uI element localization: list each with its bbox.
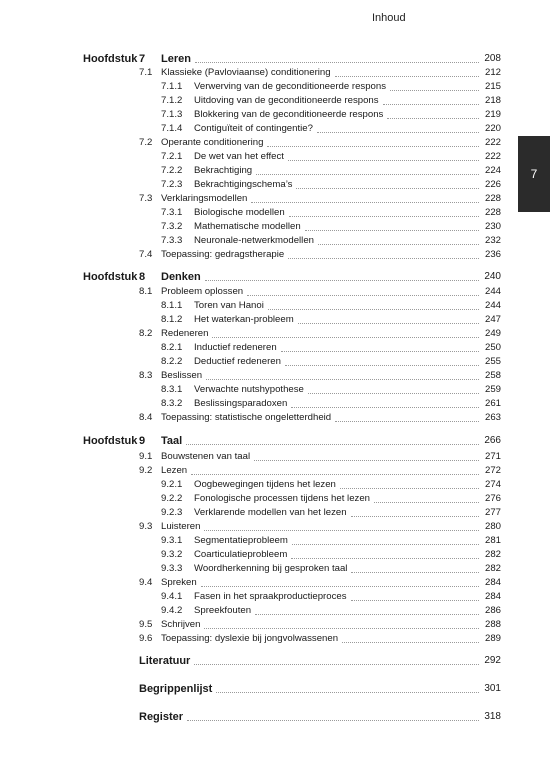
section-number: 9.3.1	[161, 535, 183, 546]
toc-entry-row	[0, 164, 550, 178]
page-number: 277	[484, 507, 501, 518]
section-number: 8.1	[139, 286, 153, 297]
toc-entry-row	[0, 327, 550, 341]
section-number: 9.3.2	[161, 549, 183, 560]
page-number: 292	[484, 655, 501, 666]
entry-title: Segmentatieprobleem	[194, 535, 288, 546]
section-number: 7.1.1	[161, 81, 183, 92]
toc-entry-row	[0, 534, 550, 548]
page-number: 230	[484, 221, 501, 232]
dot-leader	[187, 720, 479, 721]
entry-title: Bekrachtigingschema’s	[194, 179, 293, 190]
dot-leader	[204, 530, 479, 531]
dot-leader	[191, 474, 479, 475]
toc-entry-row	[0, 150, 550, 164]
section-number: 7.2.3	[161, 179, 183, 190]
page-number: 274	[484, 479, 501, 490]
entry-title: Mathematische modellen	[194, 221, 301, 232]
page-number: 286	[484, 605, 501, 616]
toc-backmatter-row	[0, 654, 550, 668]
toc-entry-row	[0, 285, 550, 299]
entry-title: Spreekfouten	[194, 605, 252, 616]
section-number: 8.3	[139, 370, 153, 381]
entry-title: Inductief redeneren	[194, 342, 277, 353]
entry-title: Biologische modellen	[194, 207, 285, 218]
toc-entry-row	[0, 122, 550, 136]
page-number: 250	[484, 342, 501, 353]
entry-title: Beslissingsparadoxen	[194, 398, 288, 409]
section-number: 9.4	[139, 577, 153, 588]
section-number: 9.1	[139, 451, 153, 462]
section-number: 9.2.2	[161, 493, 183, 504]
section-number: 8.3.1	[161, 384, 183, 395]
page-number: 263	[484, 412, 501, 423]
entry-title: Toepassing: dyslexie bij jongvolwassenen	[161, 633, 339, 644]
dot-leader	[212, 337, 479, 338]
entry-title: Blokkering van de geconditioneerde respons	[194, 109, 384, 120]
toc-entry-row	[0, 548, 550, 562]
page-number: 244	[484, 300, 501, 311]
entry-title: Taal	[161, 435, 183, 447]
section-number: 8.2	[139, 328, 153, 339]
toc-entry-row	[0, 178, 550, 192]
section-number: 9.5	[139, 619, 153, 630]
entry-title: Luisteren	[161, 521, 201, 532]
toc-entry-row	[0, 355, 550, 369]
page-number: 222	[484, 151, 501, 162]
entry-title: De wet van het effect	[194, 151, 284, 162]
page-number: 272	[484, 465, 501, 476]
dot-leader	[186, 444, 479, 445]
toc-entry-row	[0, 206, 550, 220]
section-number: 9.2.1	[161, 479, 183, 490]
section-number: 7.2.2	[161, 165, 183, 176]
section-number: 7.1.2	[161, 95, 183, 106]
page-number: 284	[484, 591, 501, 602]
page-number: 318	[484, 711, 501, 722]
page-number: 228	[484, 207, 501, 218]
entry-title: Uitdoving van de geconditioneerde respons	[194, 95, 379, 106]
entry-title: Literatuur	[139, 655, 191, 667]
entry-title: Beslissen	[161, 370, 203, 381]
entry-title: Verwachte nutshypothese	[194, 384, 304, 395]
section-number: 9.4.2	[161, 605, 183, 616]
page-number: 247	[484, 314, 501, 325]
section-number: 7.2	[139, 137, 153, 148]
page-number: 266	[484, 435, 501, 446]
section-number: 9.3	[139, 521, 153, 532]
page-number: 228	[484, 193, 501, 204]
toc-entry-row	[0, 492, 550, 506]
section-number: 8.2.2	[161, 356, 183, 367]
page-number: 224	[484, 165, 501, 176]
section-number: 9.2	[139, 465, 153, 476]
entry-title: Coarticulatieprobleem	[194, 549, 288, 560]
dot-leader	[195, 62, 479, 63]
page-number: 226	[484, 179, 501, 190]
toc-entry-row	[0, 313, 550, 327]
toc-entry-row	[0, 234, 550, 248]
entry-title: Verklarende modellen van het lezen	[194, 507, 347, 518]
entry-title: Redeneren	[161, 328, 209, 339]
page-number: 240	[484, 271, 501, 282]
toc-entry-row	[0, 618, 550, 632]
section-number: 7.4	[139, 249, 153, 260]
toc-entry-row	[0, 562, 550, 576]
entry-title: Bouwstenen van taal	[161, 451, 251, 462]
chapter-thumb-tab: 7	[518, 136, 550, 212]
page-number: 288	[484, 619, 501, 630]
section-number: 7.3	[139, 193, 153, 204]
chapter-number: 9	[139, 435, 146, 447]
entry-title: Oogbewegingen tijdens het lezen	[194, 479, 336, 490]
page-number: 261	[484, 398, 501, 409]
toc-entry-row	[0, 478, 550, 492]
toc-entry-row	[0, 383, 550, 397]
entry-title: Denken	[161, 271, 201, 283]
running-head: Inhoud	[372, 12, 406, 24]
section-number: 8.1.2	[161, 314, 183, 325]
toc-entry-row	[0, 632, 550, 646]
toc-entry-row	[0, 464, 550, 478]
toc-entry-row	[0, 80, 550, 94]
page-number: 282	[484, 563, 501, 574]
page-number: 289	[484, 633, 501, 644]
toc-entry-row	[0, 94, 550, 108]
toc-chapter-row	[0, 52, 550, 66]
chapter-label: Hoofdstuk	[83, 53, 138, 65]
toc-entry-row	[0, 66, 550, 80]
page-number: 284	[484, 577, 501, 588]
toc-entry-row	[0, 590, 550, 604]
section-number: 7.3.1	[161, 207, 183, 218]
page-number: 212	[484, 67, 501, 78]
toc-entry-row	[0, 411, 550, 425]
dot-leader	[201, 586, 479, 587]
section-number: 7.1.4	[161, 123, 183, 134]
page-number: 276	[484, 493, 501, 504]
entry-title: Operante conditionering	[161, 137, 264, 148]
section-number: 7.1.3	[161, 109, 183, 120]
page-number: 259	[484, 384, 501, 395]
section-number: 7.2.1	[161, 151, 183, 162]
toc-entry-row	[0, 248, 550, 262]
toc-entry-row	[0, 397, 550, 411]
page-number: 222	[484, 137, 501, 148]
chapter-number: 7	[139, 53, 146, 65]
entry-title: Verwerving van de geconditioneerde respons	[194, 81, 387, 92]
section-number: 8.3.2	[161, 398, 183, 409]
page-number: 208	[484, 53, 501, 64]
section-number: 8.1.1	[161, 300, 183, 311]
toc-entry-row	[0, 520, 550, 534]
entry-title: Woordherkenning bij gesproken taal	[194, 563, 348, 574]
entry-title: Toepassing: gedragstherapie	[161, 249, 285, 260]
entry-title: Deductief redeneren	[194, 356, 281, 367]
dot-leader	[205, 280, 479, 281]
dot-leader	[194, 664, 479, 665]
toc-backmatter-row	[0, 710, 550, 724]
toc-entry-row	[0, 576, 550, 590]
entry-title: Fonologische processen tijdens het lezen	[194, 493, 370, 504]
page-number: 258	[484, 370, 501, 381]
dot-leader	[206, 379, 479, 380]
entry-title: Klassieke (Pavloviaanse) conditionering	[161, 67, 331, 78]
toc-entry-row	[0, 604, 550, 618]
toc-entry-row	[0, 136, 550, 150]
entry-title: Probleem oplossen	[161, 286, 244, 297]
toc-entry-row	[0, 192, 550, 206]
toc-chapter-row	[0, 270, 550, 284]
section-number: 9.6	[139, 633, 153, 644]
toc-entry-row	[0, 506, 550, 520]
entry-title: Begrippenlijst	[139, 683, 213, 695]
toc-backmatter-row	[0, 682, 550, 696]
section-number: 8.4	[139, 412, 153, 423]
page-number: 281	[484, 535, 501, 546]
entry-title: Toepassing: statistische ongeletterdheid	[161, 412, 332, 423]
page-number: 255	[484, 356, 501, 367]
section-number: 8.2.1	[161, 342, 183, 353]
toc-entry-row	[0, 108, 550, 122]
toc-entry-row	[0, 220, 550, 234]
chapter-label: Hoofdstuk	[83, 435, 138, 447]
entry-title: Leren	[161, 53, 191, 65]
dot-leader	[204, 628, 479, 629]
page-number: 236	[484, 249, 501, 260]
page-number: 249	[484, 328, 501, 339]
entry-title: Het waterkan-probleem	[194, 314, 294, 325]
toc-entry-row	[0, 299, 550, 313]
section-number: 9.4.1	[161, 591, 183, 602]
page-number: 244	[484, 286, 501, 297]
entry-title: Register	[139, 711, 184, 723]
page-number: 220	[484, 123, 501, 134]
page-number: 301	[484, 683, 501, 694]
entry-title: Neuronale-netwerkmodellen	[194, 235, 314, 246]
toc-chapter-row	[0, 434, 550, 448]
page-number: 215	[484, 81, 501, 92]
page-number: 271	[484, 451, 501, 462]
page-number: 280	[484, 521, 501, 532]
toc-entry-row	[0, 341, 550, 355]
page-number: 232	[484, 235, 501, 246]
section-number: 7.3.3	[161, 235, 183, 246]
entry-title: Fasen in het spraakproductieproces	[194, 591, 347, 602]
section-number: 7.3.2	[161, 221, 183, 232]
entry-title: Spreken	[161, 577, 197, 588]
section-number: 9.2.3	[161, 507, 183, 518]
entry-title: Verklaringsmodellen	[161, 193, 248, 204]
entry-title: Lezen	[161, 465, 188, 476]
section-number: 7.1	[139, 67, 153, 78]
page-number: 219	[484, 109, 501, 120]
entry-title: Bekrachtiging	[194, 165, 253, 176]
entry-title: Toren van Hanoi	[194, 300, 264, 311]
toc-entry-row	[0, 369, 550, 383]
page-number: 218	[484, 95, 501, 106]
entry-title: Contiguïteit of contingentie?	[194, 123, 313, 134]
toc-entry-row	[0, 450, 550, 464]
page-number: 282	[484, 549, 501, 560]
chapter-label: Hoofdstuk	[83, 271, 138, 283]
section-number: 9.3.3	[161, 563, 183, 574]
chapter-number: 8	[139, 271, 146, 283]
entry-title: Schrijven	[161, 619, 201, 630]
